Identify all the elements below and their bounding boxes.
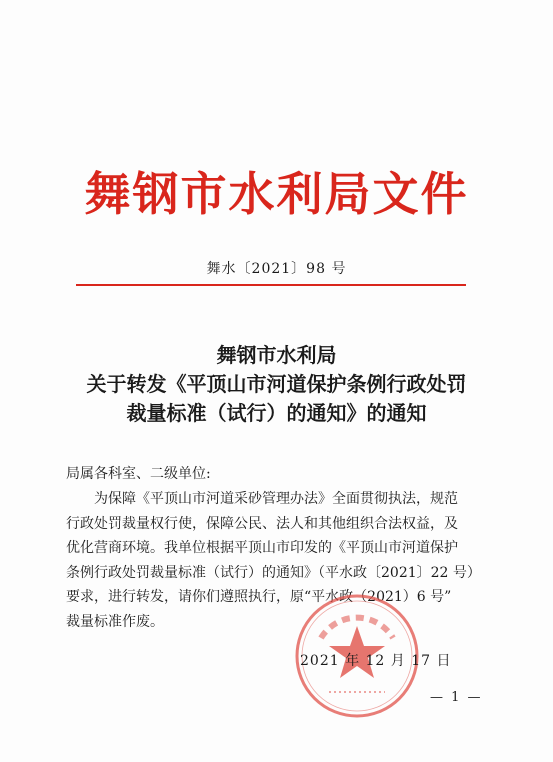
body-line-1: 为保障《平顶山市河道采砂管理办法》全面贯彻执法，规范 bbox=[94, 491, 458, 507]
body-line-5: 要求，进行转发，请你们遵照执行，原“平水政（2021）6 号” bbox=[66, 589, 452, 605]
document-title bbox=[40, 341, 513, 428]
body-line-4: 条例行政处罚裁量标准（试行）的通知》（平水政〔2021〕22 号） bbox=[66, 564, 481, 581]
title-line-2: 关于转发《平顶山市河道保护条例行政处罚 bbox=[86, 372, 467, 396]
doc-number: 舞水〔2021〕98 号 bbox=[206, 261, 347, 277]
body-line-2: 行政处罚裁量权行使，保障公民、法人和其他组织合法权益，及 bbox=[66, 515, 458, 532]
header-title: 舞钢市水利局文件 bbox=[84, 167, 469, 221]
title-line-3: 裁量标准（试行）的通知》的通知 bbox=[126, 401, 427, 425]
page-number: — 1 — bbox=[430, 690, 483, 705]
red-divider bbox=[76, 284, 466, 286]
signature-date: 2021 年 12 月 17 日 bbox=[300, 653, 452, 669]
body-line-6: 裁量标准作废。 bbox=[66, 613, 164, 630]
title-line-1: 舞钢市水利局 bbox=[216, 343, 337, 367]
body-text bbox=[66, 487, 496, 634]
recipient: 局属各科室、二级单位: bbox=[66, 466, 211, 482]
body-line-3: 优化营商环境。我单位根据平顶山市印发的《平顶山市河道保护 bbox=[66, 540, 458, 556]
